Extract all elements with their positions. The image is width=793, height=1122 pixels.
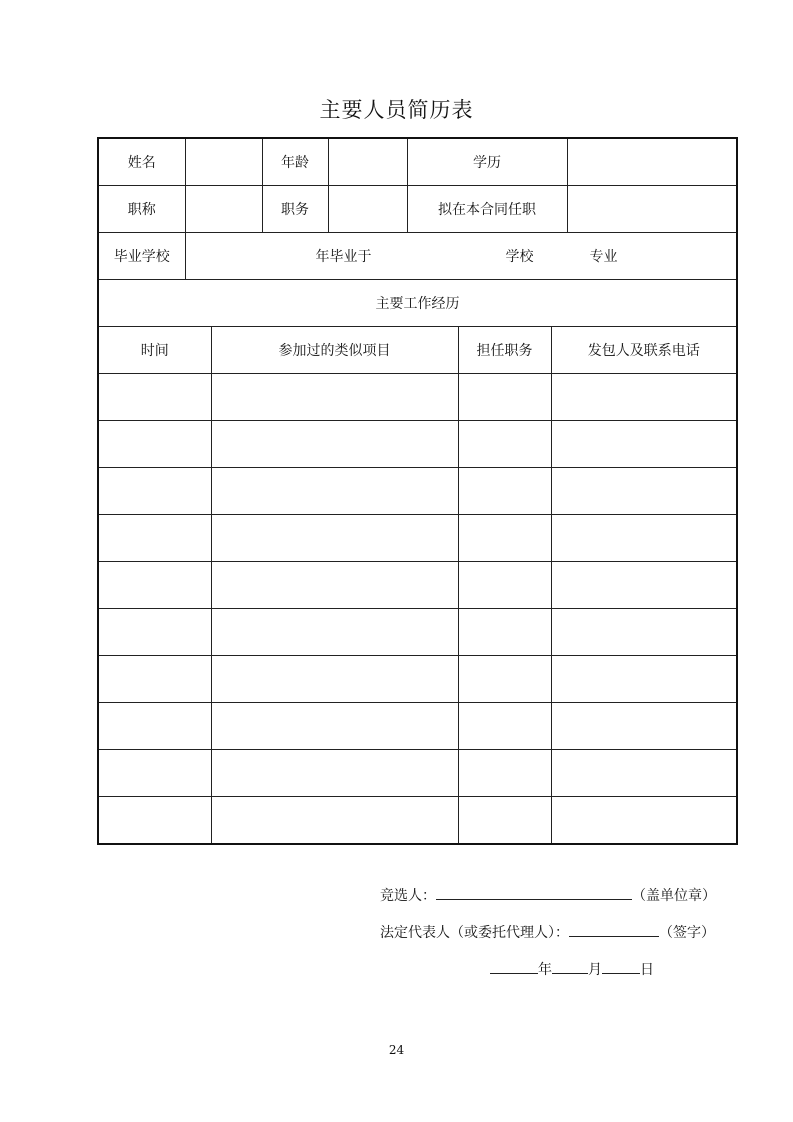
resume-table — [97, 137, 738, 845]
representative-label: 法定代表人（或委托代理人）： — [380, 925, 569, 941]
proposed-position-field[interactable] — [567, 186, 737, 233]
page-number: 24 — [388, 1043, 405, 1057]
representative-signature-line — [380, 922, 715, 942]
project-cell[interactable] — [211, 797, 458, 845]
bidder-label: 竞选人： — [380, 888, 436, 904]
bidder-note: （盖单位章） — [632, 888, 716, 904]
title-label: 职称 — [98, 186, 185, 233]
time-cell[interactable] — [98, 609, 211, 656]
page-title: 主要人员简历表 — [319, 98, 474, 122]
duty-label: 职务 — [262, 186, 328, 233]
column-header-employer: 发包人及联系电话 — [551, 327, 737, 374]
role-cell[interactable] — [458, 656, 551, 703]
age-field[interactable] — [328, 138, 407, 186]
project-cell[interactable] — [211, 609, 458, 656]
column-header-role: 担任职务 — [458, 327, 551, 374]
employer-cell[interactable] — [551, 374, 737, 421]
project-cell[interactable] — [211, 421, 458, 468]
time-cell[interactable] — [98, 421, 211, 468]
project-cell[interactable] — [211, 374, 458, 421]
info-row-2 — [98, 186, 737, 233]
employer-cell[interactable] — [551, 750, 737, 797]
education-field[interactable] — [567, 138, 737, 186]
month-underline[interactable] — [552, 959, 588, 974]
table-row — [98, 797, 737, 845]
project-cell[interactable] — [211, 562, 458, 609]
project-cell[interactable] — [211, 703, 458, 750]
year-underline[interactable] — [490, 959, 538, 974]
day-underline[interactable] — [602, 959, 640, 974]
employer-cell[interactable] — [551, 421, 737, 468]
employer-cell[interactable] — [551, 562, 737, 609]
name-field[interactable] — [185, 138, 262, 186]
table-row — [98, 421, 737, 468]
employer-cell[interactable] — [551, 609, 737, 656]
work-experience-heading: 主要工作经历 — [98, 280, 737, 327]
month-label: 月 — [588, 962, 602, 978]
graduation-field[interactable] — [185, 233, 737, 280]
table-row — [98, 703, 737, 750]
experience-header-row — [98, 327, 737, 374]
table-row — [98, 515, 737, 562]
time-cell[interactable] — [98, 468, 211, 515]
table-row — [98, 468, 737, 515]
table-row — [98, 656, 737, 703]
employer-cell[interactable] — [551, 468, 737, 515]
role-cell[interactable] — [458, 797, 551, 845]
representative-note: （签字） — [659, 925, 715, 941]
employer-cell[interactable] — [551, 703, 737, 750]
bidder-signature-line — [380, 885, 716, 905]
major-text: 专业 — [589, 249, 618, 265]
year-label: 年 — [538, 962, 552, 978]
employer-cell[interactable] — [551, 656, 737, 703]
age-label: 年龄 — [262, 138, 328, 186]
info-row-1 — [98, 138, 737, 186]
time-cell[interactable] — [98, 797, 211, 845]
table-row — [98, 374, 737, 421]
project-cell[interactable] — [211, 468, 458, 515]
time-cell[interactable] — [98, 750, 211, 797]
role-cell[interactable] — [458, 515, 551, 562]
date-line — [490, 959, 654, 979]
time-cell[interactable] — [98, 374, 211, 421]
role-cell[interactable] — [458, 374, 551, 421]
role-cell[interactable] — [458, 750, 551, 797]
employer-cell[interactable] — [551, 515, 737, 562]
bidder-underline[interactable] — [436, 885, 632, 900]
education-label: 学历 — [407, 138, 567, 186]
table-row — [98, 609, 737, 656]
role-cell[interactable] — [458, 609, 551, 656]
column-header-time: 时间 — [98, 327, 211, 374]
day-label: 日 — [640, 962, 654, 978]
employer-cell[interactable] — [551, 797, 737, 845]
school-label: 毕业学校 — [98, 233, 185, 280]
representative-underline[interactable] — [569, 922, 659, 937]
time-cell[interactable] — [98, 656, 211, 703]
table-row — [98, 750, 737, 797]
time-cell[interactable] — [98, 703, 211, 750]
time-cell[interactable] — [98, 515, 211, 562]
project-cell[interactable] — [211, 656, 458, 703]
section-row — [98, 280, 737, 327]
table-row — [98, 562, 737, 609]
role-cell[interactable] — [458, 421, 551, 468]
column-header-projects: 参加过的类似项目 — [211, 327, 458, 374]
school-text: 学校 — [505, 249, 534, 265]
role-cell[interactable] — [458, 468, 551, 515]
role-cell[interactable] — [458, 703, 551, 750]
project-cell[interactable] — [211, 750, 458, 797]
role-cell[interactable] — [458, 562, 551, 609]
duty-field[interactable] — [328, 186, 407, 233]
proposed-position-label: 拟在本合同任职 — [407, 186, 567, 233]
time-cell[interactable] — [98, 562, 211, 609]
info-row-3 — [98, 233, 737, 280]
name-label: 姓名 — [98, 138, 185, 186]
project-cell[interactable] — [211, 515, 458, 562]
graduation-year-text: 年毕业于 — [315, 249, 372, 265]
title-field[interactable] — [185, 186, 262, 233]
